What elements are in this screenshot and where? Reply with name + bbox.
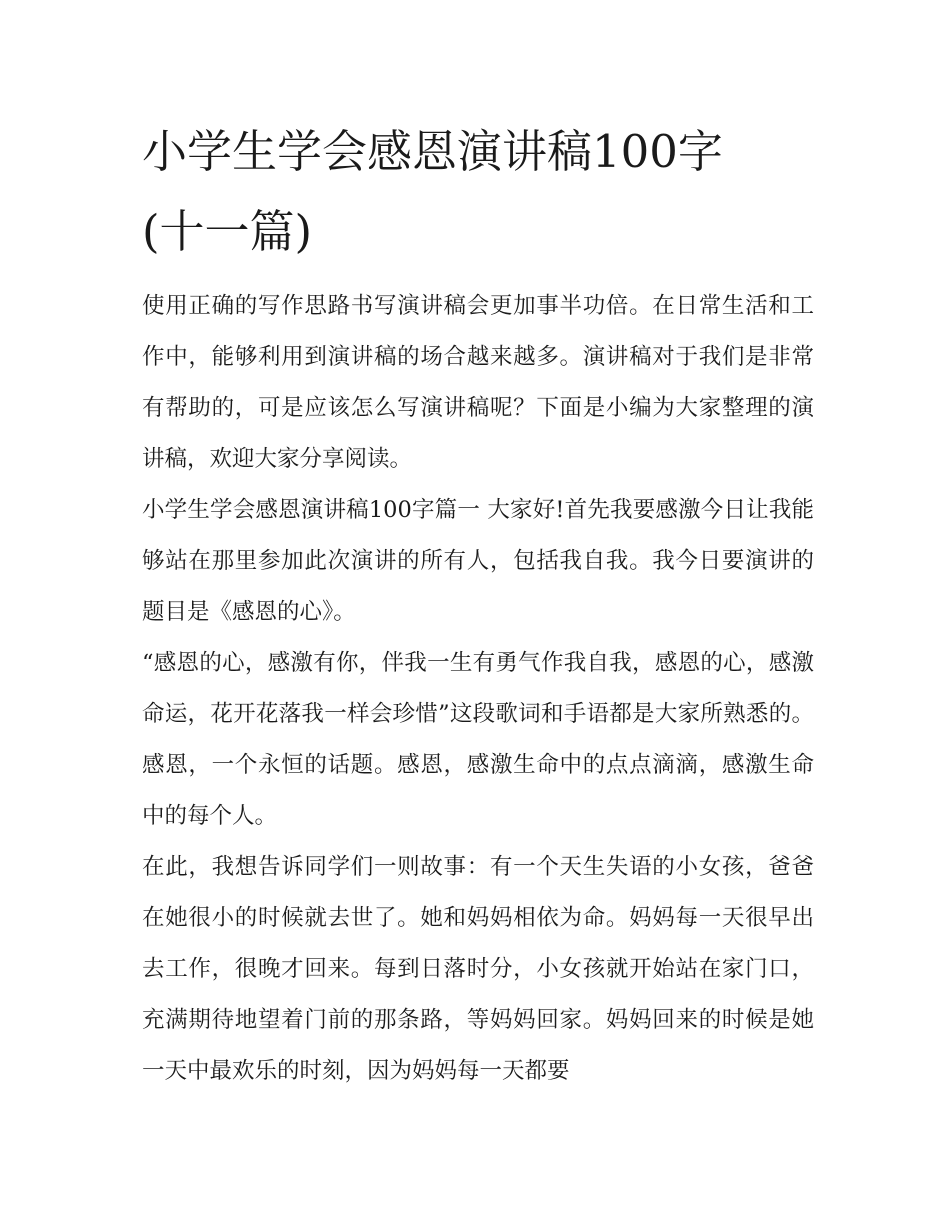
- paragraph-song-lyrics: “感恩的心，感激有你，伴我一生有勇气作我自我，感恩的心，感激命运，花开花落我一样会珍惜”这段歌词和手语都是大家所熟悉的。感恩，一个永恒的话题。感恩，感激生命中的点点滴滴，感激生命中的每个人。: [142, 650, 814, 829]
- paragraph-intro: 使用正确的写作思路书写演讲稿会更加事半功倍。在日常生活和工作中，能够利用到演讲稿的场合越来越多。演讲稿对于我们是非常有帮助的，可是应该怎么写演讲稿呢？下面是小编为大家整理的演讲稿，欢迎大家分享阅读。: [142, 293, 814, 472]
- document-body: [142, 112, 814, 1097]
- title-line-2: (十一篇): [142, 205, 313, 258]
- page-title: [142, 112, 814, 272]
- title-line-1: 小学生学会感恩演讲稿100字: [142, 125, 723, 178]
- paragraph-story: 在此，我想告诉同学们一则故事：有一个天生失语的小女孩，爸爸在她很小的时候就去世了。她和妈妈相依为命。妈妈每一天很早出去工作，很晚才回来。每到日落时分，小女孩就开始站在家门口，充满期待地望着门前的那条路，等妈妈回家。妈妈回来的时候是她一天中最欢乐的时刻，因为妈妈每一天都要: [142, 854, 814, 1084]
- paragraph-speech-opening: 小学生学会感恩演讲稿100字篇一 大家好!首先我要感激今日让我能够站在那里参加此次演讲的所有人，包括我自我。我今日要演讲的题目是《感恩的心》。: [142, 497, 814, 625]
